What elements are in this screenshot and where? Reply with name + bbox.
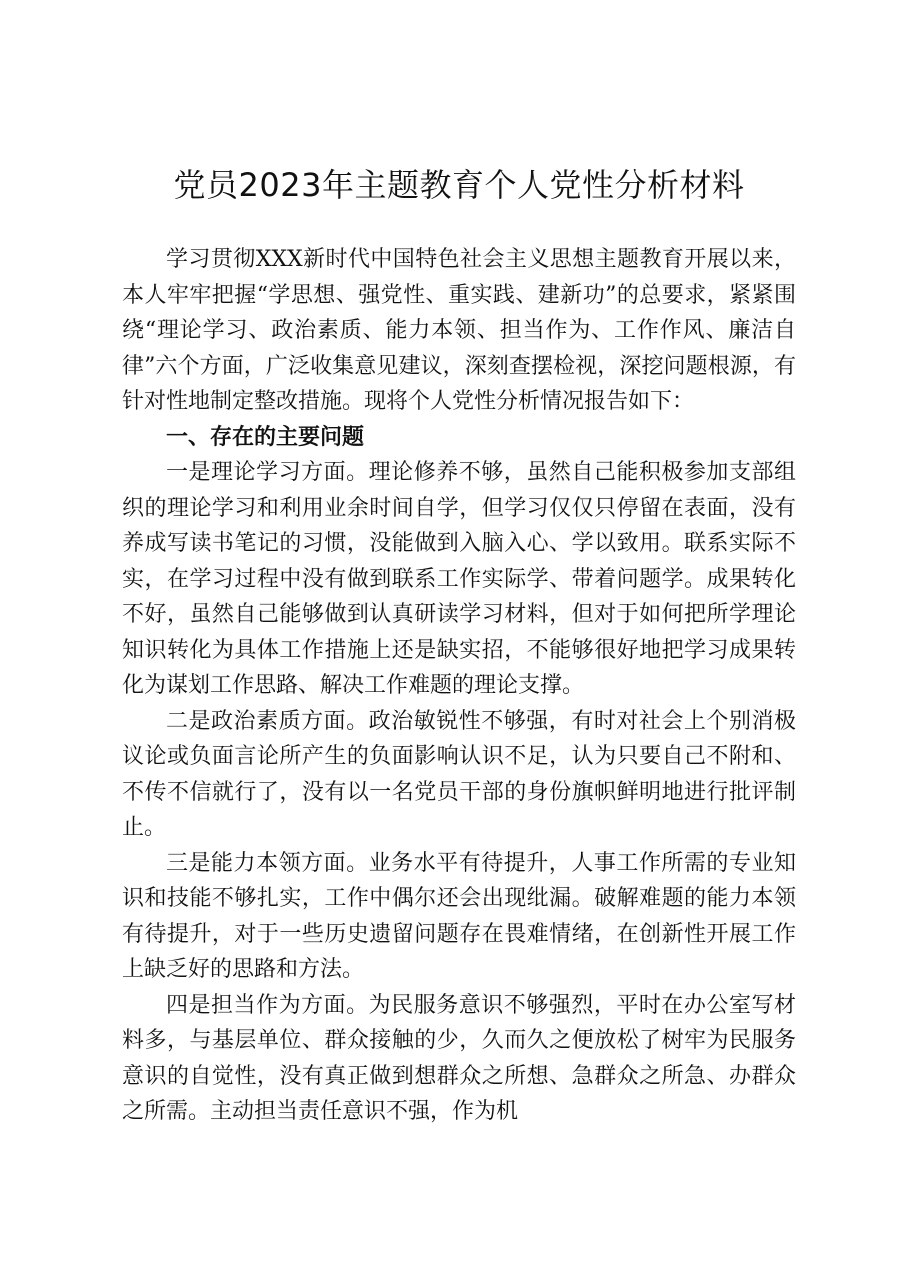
paragraph-responsibility: 四是担当作为方面。为民服务意识不够强烈，平时在办公室写材料多，与基层单位、群众接触的少，久而久之便放松了树牢为民服务意识的自觉性，没有真正做到想群众之所想、急群众之所急、办群众之所需。主动担当责任意识不强，作为机 bbox=[122, 992, 796, 1124]
document-page bbox=[122, 154, 796, 1130]
paragraph-political-quality: 二是政治素质方面。政治敏锐性不够强，有时对社会上个别消极议论或负面言论所产生的负面影响认识不足，认为只要自己不附和、不传不信就行了，没有以一名党员干部的身份旗帜鲜明地进行批评制止。 bbox=[122, 708, 796, 840]
document-body bbox=[122, 242, 796, 1130]
document-title: 党员2023年主题教育个人党性分析材料 bbox=[173, 166, 745, 204]
paragraph-ability: 三是能力本领方面。业务水平有待提升，人事工作所需的专业知识和技能不够扎实，工作中偶尔还会出现纰漏。破解难题的能力本领有待提升，对于一些历史遗留问题存在畏难情绪，在创新性开展工作上缺乏好的思路和方法。 bbox=[122, 850, 796, 982]
section-heading: 一、存在的主要问题 bbox=[166, 424, 365, 450]
paragraph-theory-study: 一是理论学习方面。理论修养不够，虽然自己能积极参加支部组织的理论学习和利用业余时间自学，但学习仅仅只停留在表面，没有养成写读书笔记的习惯，没能做到入脑入心、学以致用。联系实际不实，在学习过程中没有做到联系工作实际学、带着问题学。成果转化不好，虽然自己能够做到认真研读学习材料，但对于如何把所学理论知识转化为具体工作措施上还是缺实招，不能够很好地把学习成果转化为谋划工作思路、解决工作难题的理论支撑。 bbox=[122, 460, 796, 698]
intro-paragraph: 学习贯彻XXX新时代中国特色社会主义思想主题教育开展以来，本人牢牢把握“学思想、强党性、重实践、建新功”的总要求，紧紧围绕“理论学习、政治素质、能力本领、担当作为、工作作风、廉洁自律”六个方面，广泛收集意见建议，深刻查摆检视，深挖问题根源，有针对性地制定整改措施。现将个人党性分析情况报告如下： bbox=[122, 247, 796, 414]
